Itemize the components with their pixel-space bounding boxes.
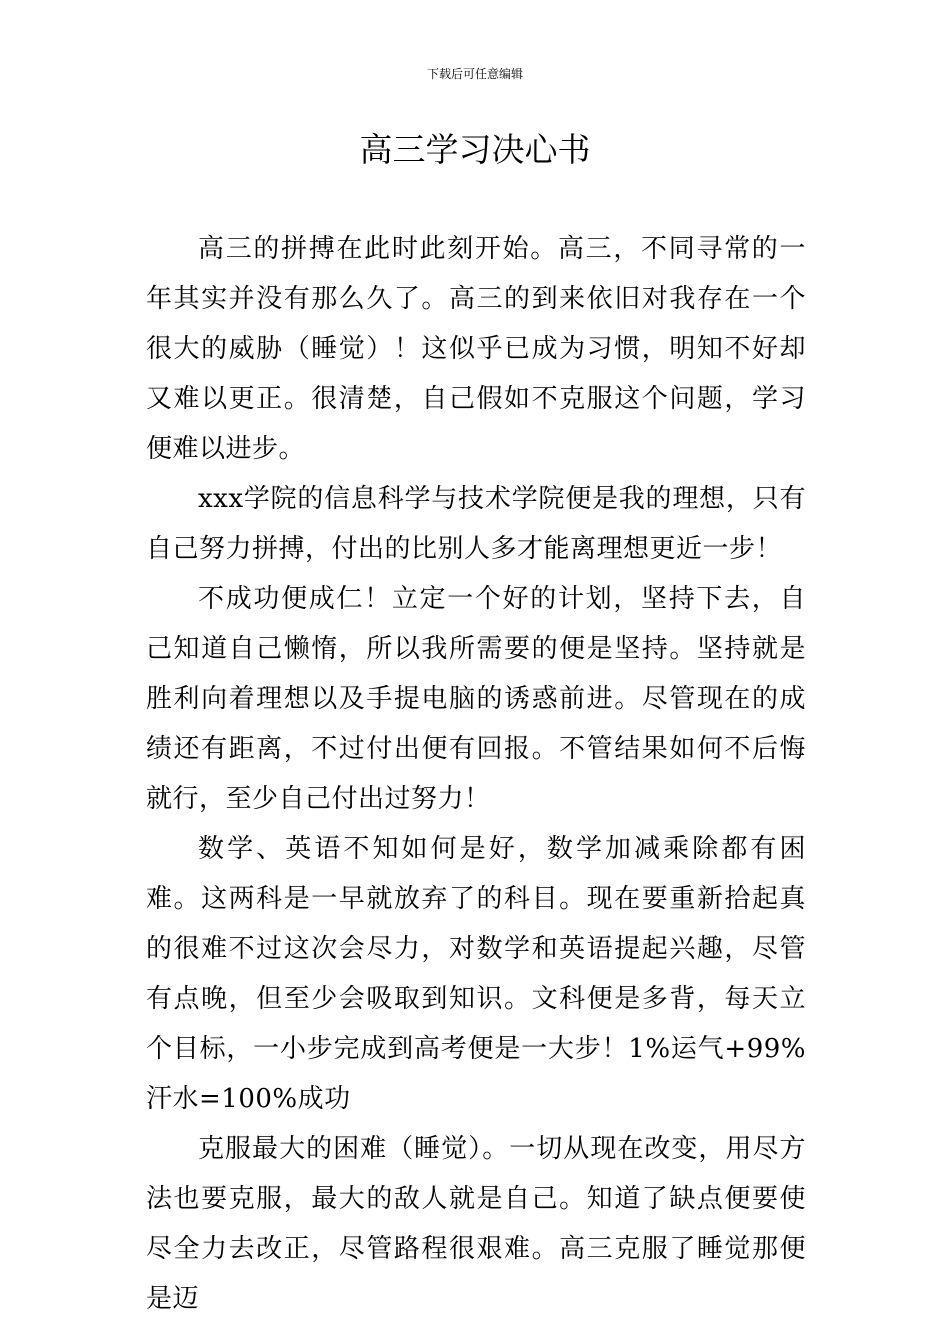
paragraph: 不成功便成仁！立定一个好的计划，坚持下去，自己知道自己懒惰，所以我所需要的便是坚持。坚持就是胜利向着理想以及手提电脑的诱惑前进。尽管现在的成绩还有距离，不过付出便有回报。不管结果如何不后悔就行，至少自己付出过努力！ — [146, 584, 806, 814]
paragraph: xxx学院的信息科学与技术学院便是我的理想，只有自己努力拼搏，付出的比别人多才能离理想更近一步！ — [146, 484, 806, 564]
paragraph: 克服最大的困难（睡觉）。一切从现在改变，用尽方法也要克服，最大的敌人就是自己。知道了缺点便要使尽全力去改正，尽管路程很艰难。高三克服了睡觉那便是迈 — [146, 1134, 806, 1314]
header-note: 下载后可任意编辑 — [426, 67, 523, 81]
paragraph: 高三的拼搏在此时此刻开始。高三，不同寻常的一年其实并没有那么久了。高三的到来依旧对我存在一个很大的威胁（睡觉）！这似乎已成为习惯，明知不好却又难以更正。很清楚，自己假如不克服这个问题，学习便难以进步。 — [146, 234, 806, 464]
document-title: 高三学习决心书 — [359, 130, 591, 169]
document-body — [146, 224, 806, 1324]
paragraph: 数学、英语不知如何是好，数学加减乘除都有困难。这两科是一早就放弃了的科目。现在要重新拾起真的很难不过这次会尽力，对数学和英语提起兴趣，尽管有点晚，但至少会吸取到知识。文科便是多背，每天立个目标，一小步完成到高考便是一大步！1%运气+99%汗水=100%成功 — [146, 834, 806, 1114]
